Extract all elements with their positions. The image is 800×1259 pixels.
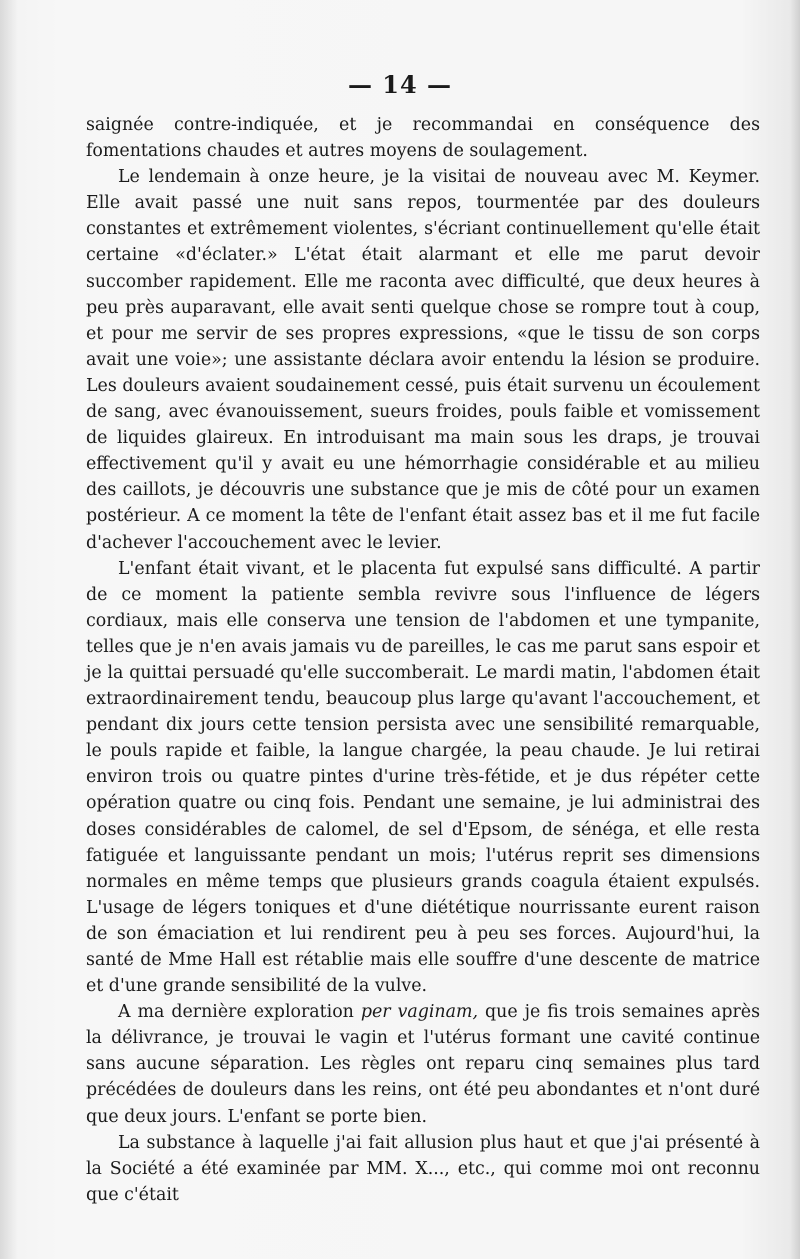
paragraph-text: que je fis trois semaines après la délivrance, je trouvai le vagin et l'utérus formant une cavité continue sans aucune séparation. Les règles ont reparu cinq semaines plus tard précédées de douleurs dans les reins, ont été peu abondantes et n'ont duré que deux jours. L'enfant se porte bien. (86, 1002, 760, 1127)
paragraph: saignée contre-indiquée, et je recommandai en conséquence des fomentations chaudes et autres moyens de soulagement. (86, 115, 760, 162)
paragraph: La substance à laquelle j'ai fait allusion plus haut et que j'ai présenté à la Société a été examinée par MM. X..., etc., qui comme moi ont reconnu que c'était (86, 1132, 760, 1205)
latin-phrase: per vaginam, (360, 1002, 479, 1023)
paragraph-text: A ma dernière exploration (118, 1002, 361, 1023)
paragraph: Le lendemain à onze heure, je la visitai de nouveau avec M. Keymer. Elle avait passé une nuit sans repos, tourmentée par des douleurs constantes et extrêmement violentes, s'écriant continuellement qu'elle était certaine «d'éclater.» L'état était alarmant et elle me parut devoir succomber rapidement. Elle me raconta avec difficulté, que deux heures à peu près auparavant, elle avait senti quelque chose se rompre tout à coup, et pour me servir de ses propres expressions, «que le tissu de son corps avait une voie»; une assistante déclara avoir entendu la lésion se produire. Les douleurs avaient soudainement cessé, puis était survenu un écoulement de sang, avec évanouissement, sueurs froides, pouls faible et vomissement de liquides glaireux. En introduisant ma main sous les draps, je trouvai effectivement qu'il y avait eu une hémorrhagie considérable et au milieu des caillots, je découvris une substance que je mis de côté pour un examen postérieur. A ce moment la tête de l'enfant était assez bas et il me fut facile d'achever l'accouchement avec le levier. (86, 167, 760, 553)
paragraph: L'enfant était vivant, et le placenta fut expulsé sans difficulté. A partir de ce moment la patiente sembla revivre sous l'influence de légers cordiaux, mais elle conserva une tension de l'abdomen et une tympanite, telles que je n'en avais jamais vu de pareilles, le cas me parut sans espoir et je la quittai persuadé qu'elle succomberait. Le mardi matin, l'abdomen était extraordinairement tendu, beaucoup plus large qu'avant l'accouchement, et pendant dix jours cette tension persista avec une sensibilité remarquable, le pouls rapide et faible, la langue chargée, la peau chaude. Je lui retirai environ trois ou quatre pintes d'urine très-fétide, et je dus répéter cette opération quatre ou cinq fois. Pendant une semaine, je lui administrai des doses considérables de calomel, de sel d'Epsom, de sénéga, et elle resta fatiguée et languissante pendant un mois; l'utérus reprit ses dimensions normales en même temps que plusieurs grands coagula étaient expulsés. L'usage de légers toniques et d'une diététique nourrissante eurent raison de son émaciation et lui rendirent peu à peu ses forces. Aujourd'hui, la santé de Mme Hall est rétablie mais elle souffre d'une descente de matrice et d'une grande sensibilité de la vulve. (86, 558, 760, 997)
page-number: — 14 — (347, 70, 453, 99)
paragraph (86, 999, 760, 1129)
body-text (86, 112, 760, 1208)
